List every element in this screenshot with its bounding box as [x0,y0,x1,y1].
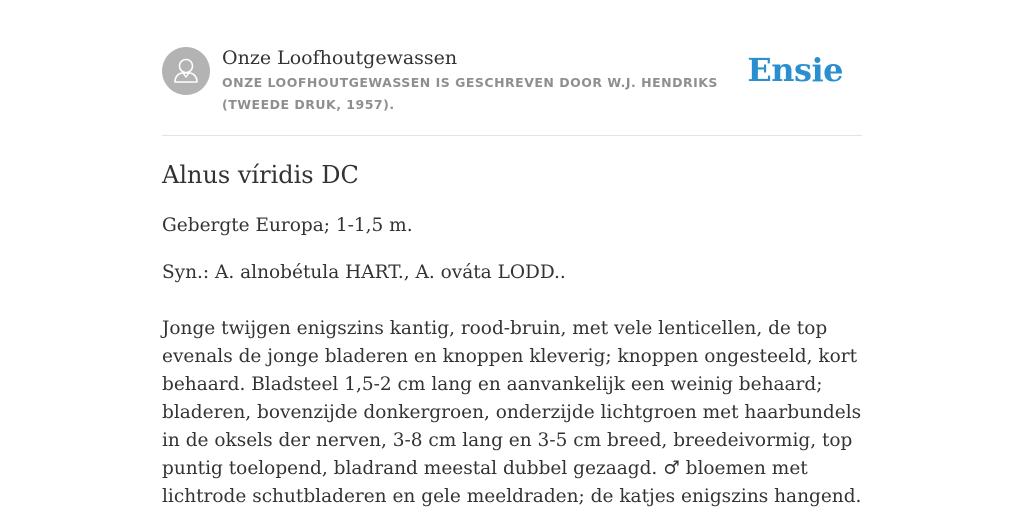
page-container [162,0,862,507]
entry-paragraph-distribution: Gebergte Europa; 1-1,5 m. [162,215,413,236]
entry-title: Alnus víridis DC [162,161,359,189]
source-title[interactable]: Onze Loofhoutgewassen [222,47,458,69]
entry-paragraph-description: Jonge twijgen enigszins kantig, rood-bruin, met vele lenticellen, de top evenals de jonge bladeren en knoppen kleverig; knoppen ongesteeld, kort behaard. Bladsteel 1,5-2 cm lang en aanvankelijk een weinig behaard; bladeren, bovenzijde donkergroen, onderzijde lichtgroen met haarbundels in de oksels der nerven, 3-8 cm lang en 3-5 cm breed, breedeivormig, top puntig toelopend, bladrand meestal dubbel gezaagd. ♂ bloemen met lichtrode schutbladeren en gele meeldraden; de katjes enigszins hangend. [162,318,862,507]
avatar[interactable] [162,47,210,95]
user-silhouette-icon [162,47,210,95]
source-header [162,0,862,136]
entry-paragraph-synonyms: Syn.: A. alnobétula HART., A. ováta LODD.. [162,262,566,283]
brand-logo[interactable]: Ensie [747,51,843,89]
source-description: ONZE LOOFHOUTGEWASSEN IS GESCHREVEN DOOR W.J. HENDRIKS (TWEEDE DRUK, 1957). [222,75,718,112]
